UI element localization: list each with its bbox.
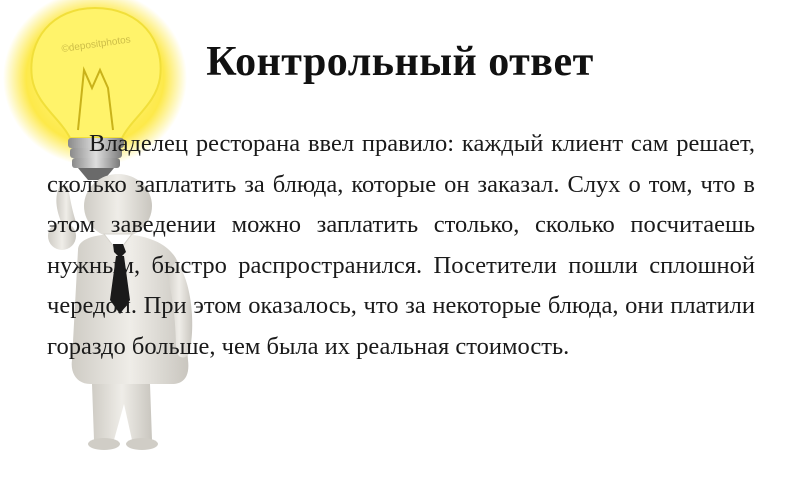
slide-body-text: Владелец ресторана ввел правило: каждый клиент сам решает, сколько заплатить за блюда, которые он заказал. Слух о том, что в этом заведении можно заплатить столько, сколько посчитаешь нужным, быстро распространился. Посетители пошли сплошной чередой. При этом оказалось, что за некоторые блюда, они платили гораздо больше, чем была их реальная стоимость.: [47, 130, 755, 360]
slide-title: Контрольный ответ: [206, 39, 594, 85]
watermark: ©depositphotos: [60, 34, 132, 55]
